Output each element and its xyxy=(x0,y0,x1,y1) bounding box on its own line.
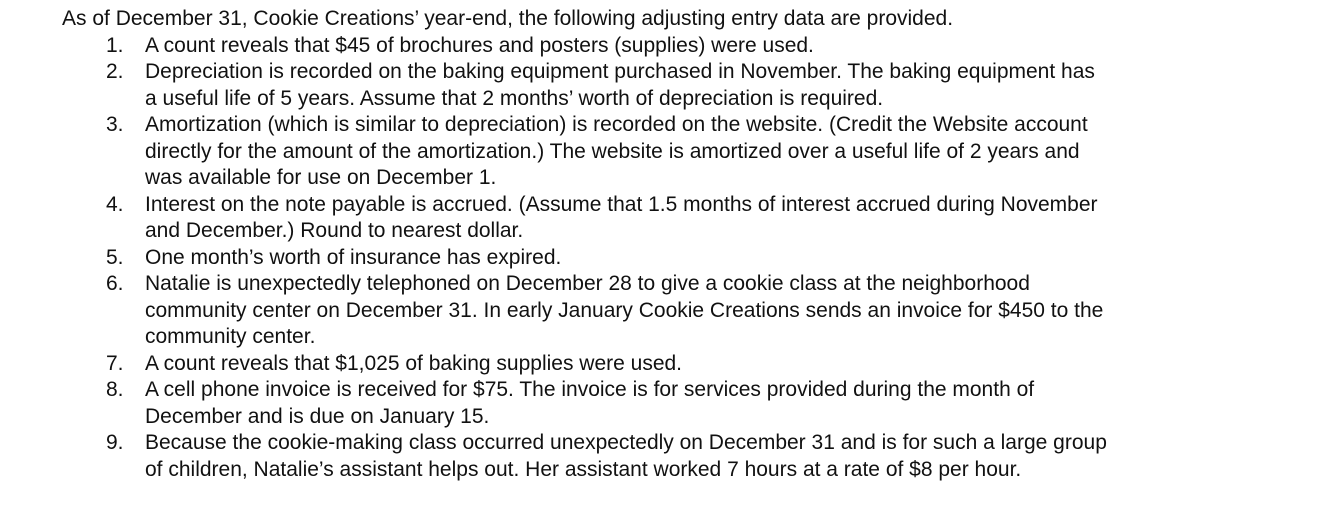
list-item-number: 3. xyxy=(106,113,124,136)
list-item-line: and December.) Round to nearest dollar. xyxy=(145,219,524,242)
list-item-line: community center on December 31. In early January Cookie Creations sends an invoice for $450 to the xyxy=(145,298,1104,322)
list-item-line: One month’s worth of insurance has expired. xyxy=(145,245,562,269)
list-item-line: December and is due on January 15. xyxy=(145,404,490,428)
list-item-number: 2. xyxy=(106,60,124,83)
list-item-line: community center. xyxy=(145,325,316,348)
list-item-line: Because the cookie-making class occurred unexpectedly on December 31 and is for such a large group xyxy=(145,431,1107,454)
adjusting-entries-list xyxy=(62,33,1322,484)
list-item-line: of children, Natalie’s assistant helps out. Her assistant worked 7 hours at a rate of $8 per hour. xyxy=(145,457,1022,481)
list-item-line: A count reveals that $1,025 of baking supplies were used. xyxy=(145,351,683,375)
list-item-line: directly for the amount of the amortization.) The website is amortized over a useful life of 2 years and xyxy=(145,139,1080,163)
list-item xyxy=(62,33,1322,60)
list-item-line: Interest on the note payable is accrued. (Assume that 1.5 months of interest accrued during November xyxy=(145,192,1098,216)
list-item-number: 9. xyxy=(106,431,124,454)
list-item xyxy=(62,430,1322,483)
list-item-number: 1. xyxy=(106,33,124,57)
list-item-line: was available for use on December 1. xyxy=(145,166,497,189)
list-item xyxy=(62,112,1322,192)
list-item-line: Natalie is unexpectedly telephoned on December 28 to give a cookie class at the neighborhood xyxy=(145,272,1030,295)
list-item-line: a useful life of 5 years. Assume that 2 months’ worth of depreciation is required. xyxy=(145,86,884,110)
list-item-number: 4. xyxy=(106,192,124,216)
list-item-number: 6. xyxy=(106,272,124,295)
list-item-number: 7. xyxy=(106,351,124,375)
list-item-line: Amortization (which is similar to depreciation) is recorded on the website. (Credit the Website account xyxy=(145,113,1088,136)
list-item-line: A count reveals that $45 of brochures and posters (supplies) were used. xyxy=(145,33,814,57)
list-item xyxy=(62,59,1322,112)
document-page xyxy=(62,6,1322,483)
list-item xyxy=(62,245,1322,272)
list-item-number: 8. xyxy=(106,378,124,401)
list-item xyxy=(62,351,1322,378)
list-item xyxy=(62,377,1322,430)
list-item xyxy=(62,192,1322,245)
list-item-line: A cell phone invoice is received for $75. The invoice is for services provided during the month of xyxy=(145,378,1035,401)
list-item-line: Depreciation is recorded on the baking equipment purchased in November. The baking equipment has xyxy=(145,60,1095,83)
list-item xyxy=(62,271,1322,351)
list-item-number: 5. xyxy=(106,245,124,269)
intro-text: As of December 31, Cookie Creations’ year-end, the following adjusting entry data are provided. xyxy=(62,7,954,30)
